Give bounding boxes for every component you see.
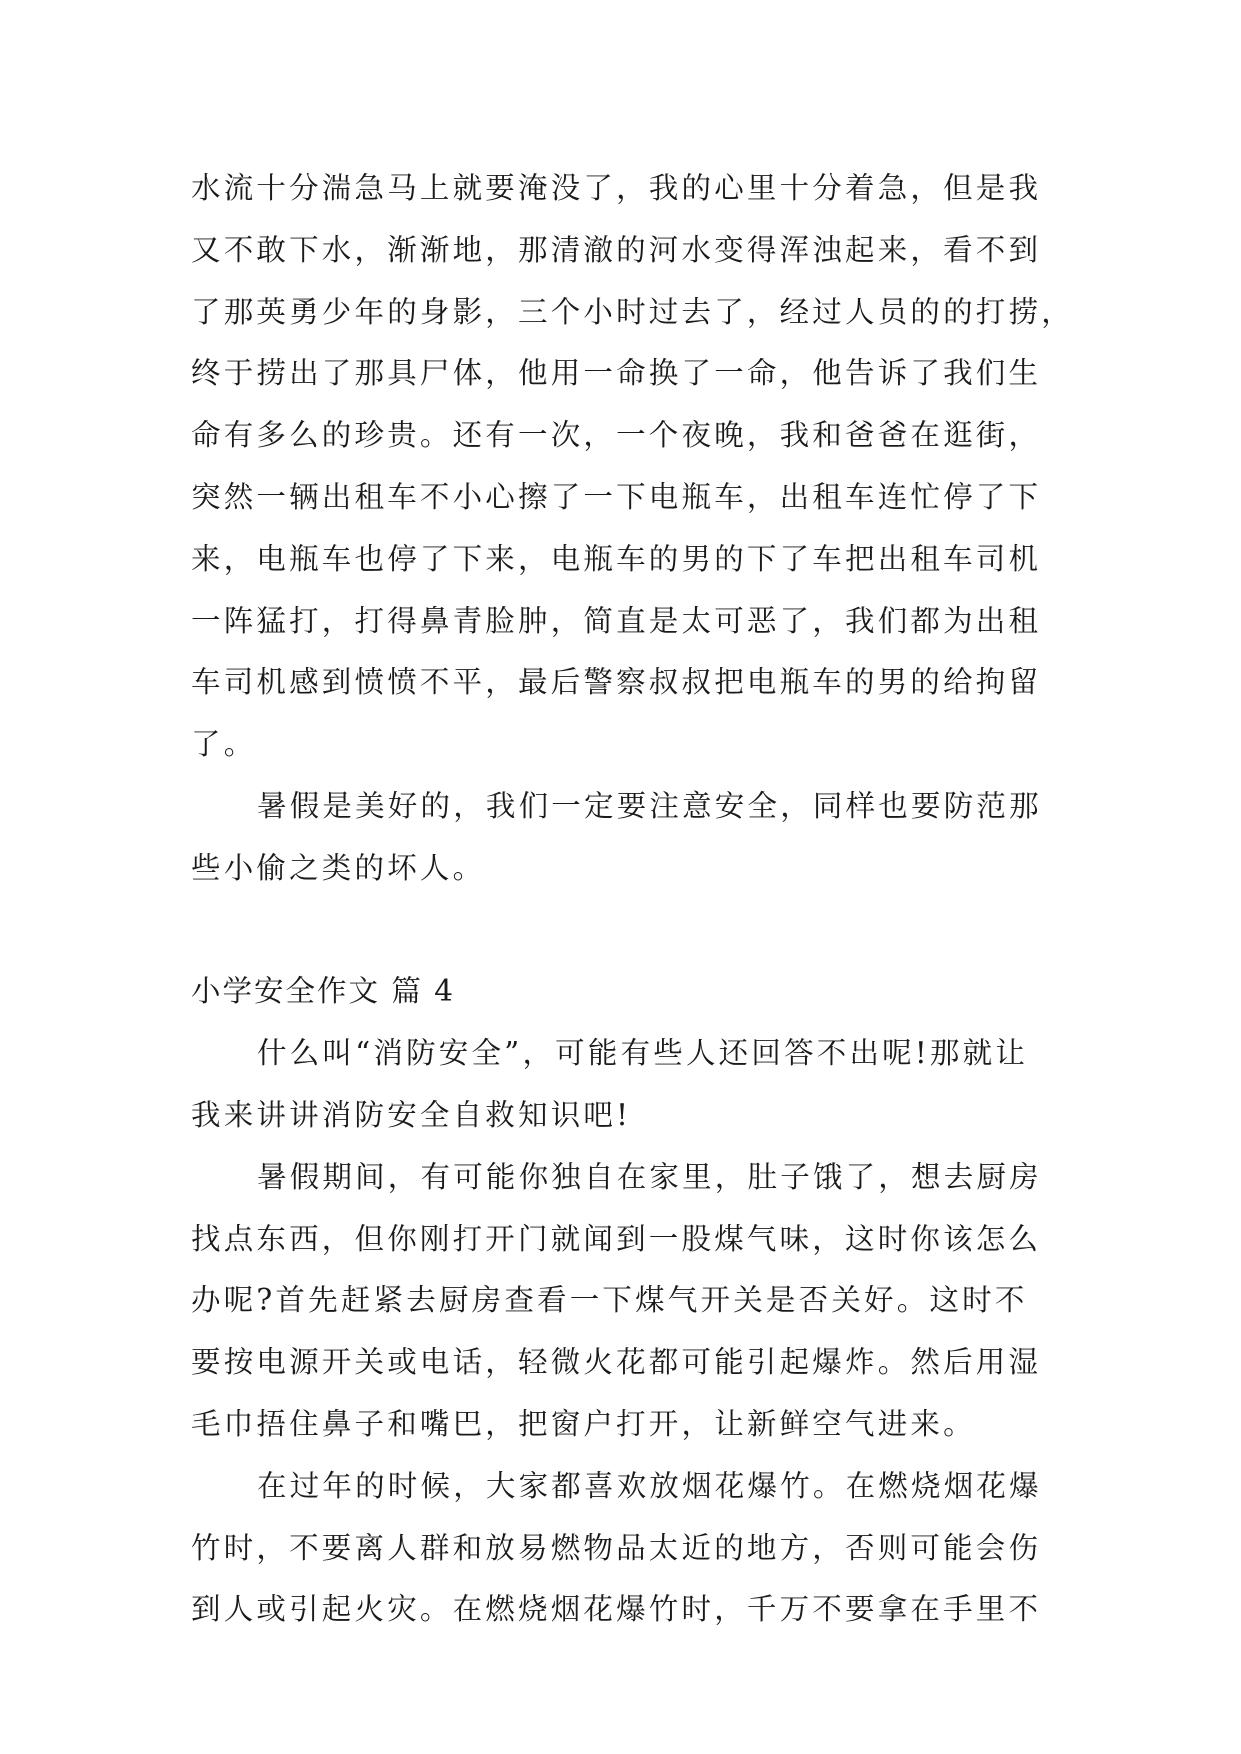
text-line: 终于捞出了那具尸体，他用一命换了一命，他告诉了我们生 xyxy=(191,356,1042,391)
text-line: 车司机感到愤愤不平，最后警察叔叔把电瓶车的男的给拘留 xyxy=(191,665,1042,700)
text-line: 找点东西，但你刚打开门就闻到一股煤气味，这时你该怎么 xyxy=(191,1221,1042,1256)
text-line: 水流十分湍急马上就要淹没了，我的心里十分着急，但是我 xyxy=(191,171,1042,205)
section-spacer xyxy=(191,900,1071,962)
paragraph-summer-conclusion xyxy=(191,776,1071,900)
text-line: 些小偷之类的坏人。 xyxy=(191,850,486,885)
text-line: 了。 xyxy=(191,727,257,762)
text-line: 要按电源开关或电话，轻微火花都可能引起爆炸。然后用湿 xyxy=(191,1345,1042,1380)
paragraph-fireworks xyxy=(191,1456,1071,1641)
text-line: 什么叫“消防安全”，可能有些人还回答不出呢!那就让 xyxy=(257,1036,1029,1071)
text-line: 暑假是美好的，我们一定要注意安全，同样也要防范那 xyxy=(257,788,1042,823)
paragraph-fire-safety-intro xyxy=(191,1023,1071,1147)
text-line: 办呢?首先赶紧去厨房查看一下煤气开关是否关好。这时不 xyxy=(191,1283,1028,1318)
document-body xyxy=(191,158,1074,1641)
text-line: 毛巾捂住鼻子和嘴巴，把窗户打开，让新鲜空气进来。 xyxy=(191,1406,976,1441)
text-line: 在过年的时候，大家都喜欢放烟花爆竹。在燃烧烟花爆 xyxy=(257,1468,1042,1503)
text-line: 突然一辆出租车不小心擦了一下电瓶车，出租车连忙停了下 xyxy=(191,479,1042,514)
text-line: 命有多么的珍贵。还有一次，一个夜晚，我和爸爸在逛街， xyxy=(191,418,1042,453)
text-line: 一阵猛打，打得鼻青脸肿，简直是太可恶了，我们都为出租 xyxy=(191,603,1042,638)
text-line: 来，电瓶车也停了下来，电瓶车的男的下了车把出租车司机 xyxy=(191,541,1042,576)
paragraph-rescue-story xyxy=(191,158,1074,776)
text-line: 到人或引起火灾。在燃烧烟花爆竹时，千万不要拿在手里不 xyxy=(191,1592,1042,1627)
text-line: 我来讲讲消防安全自救知识吧! xyxy=(191,1097,632,1132)
text-line: 暑假期间，有可能你独自在家里，肚子饿了，想去厨房 xyxy=(257,1159,1042,1194)
paragraph-gas-leak xyxy=(191,1147,1071,1456)
section-heading: 小学安全作文 篇 4 xyxy=(191,974,456,1009)
text-line: 竹时，不要离人群和放易燃物品太近的地方，否则可能会伤 xyxy=(191,1530,1042,1565)
text-line: 又不敢下水，渐渐地，那清澈的河水变得浑浊起来，看不到 xyxy=(191,232,1042,267)
text-line: 了那英勇少年的身影，三个小时过去了，经过人员的的打捞， xyxy=(191,294,1074,329)
